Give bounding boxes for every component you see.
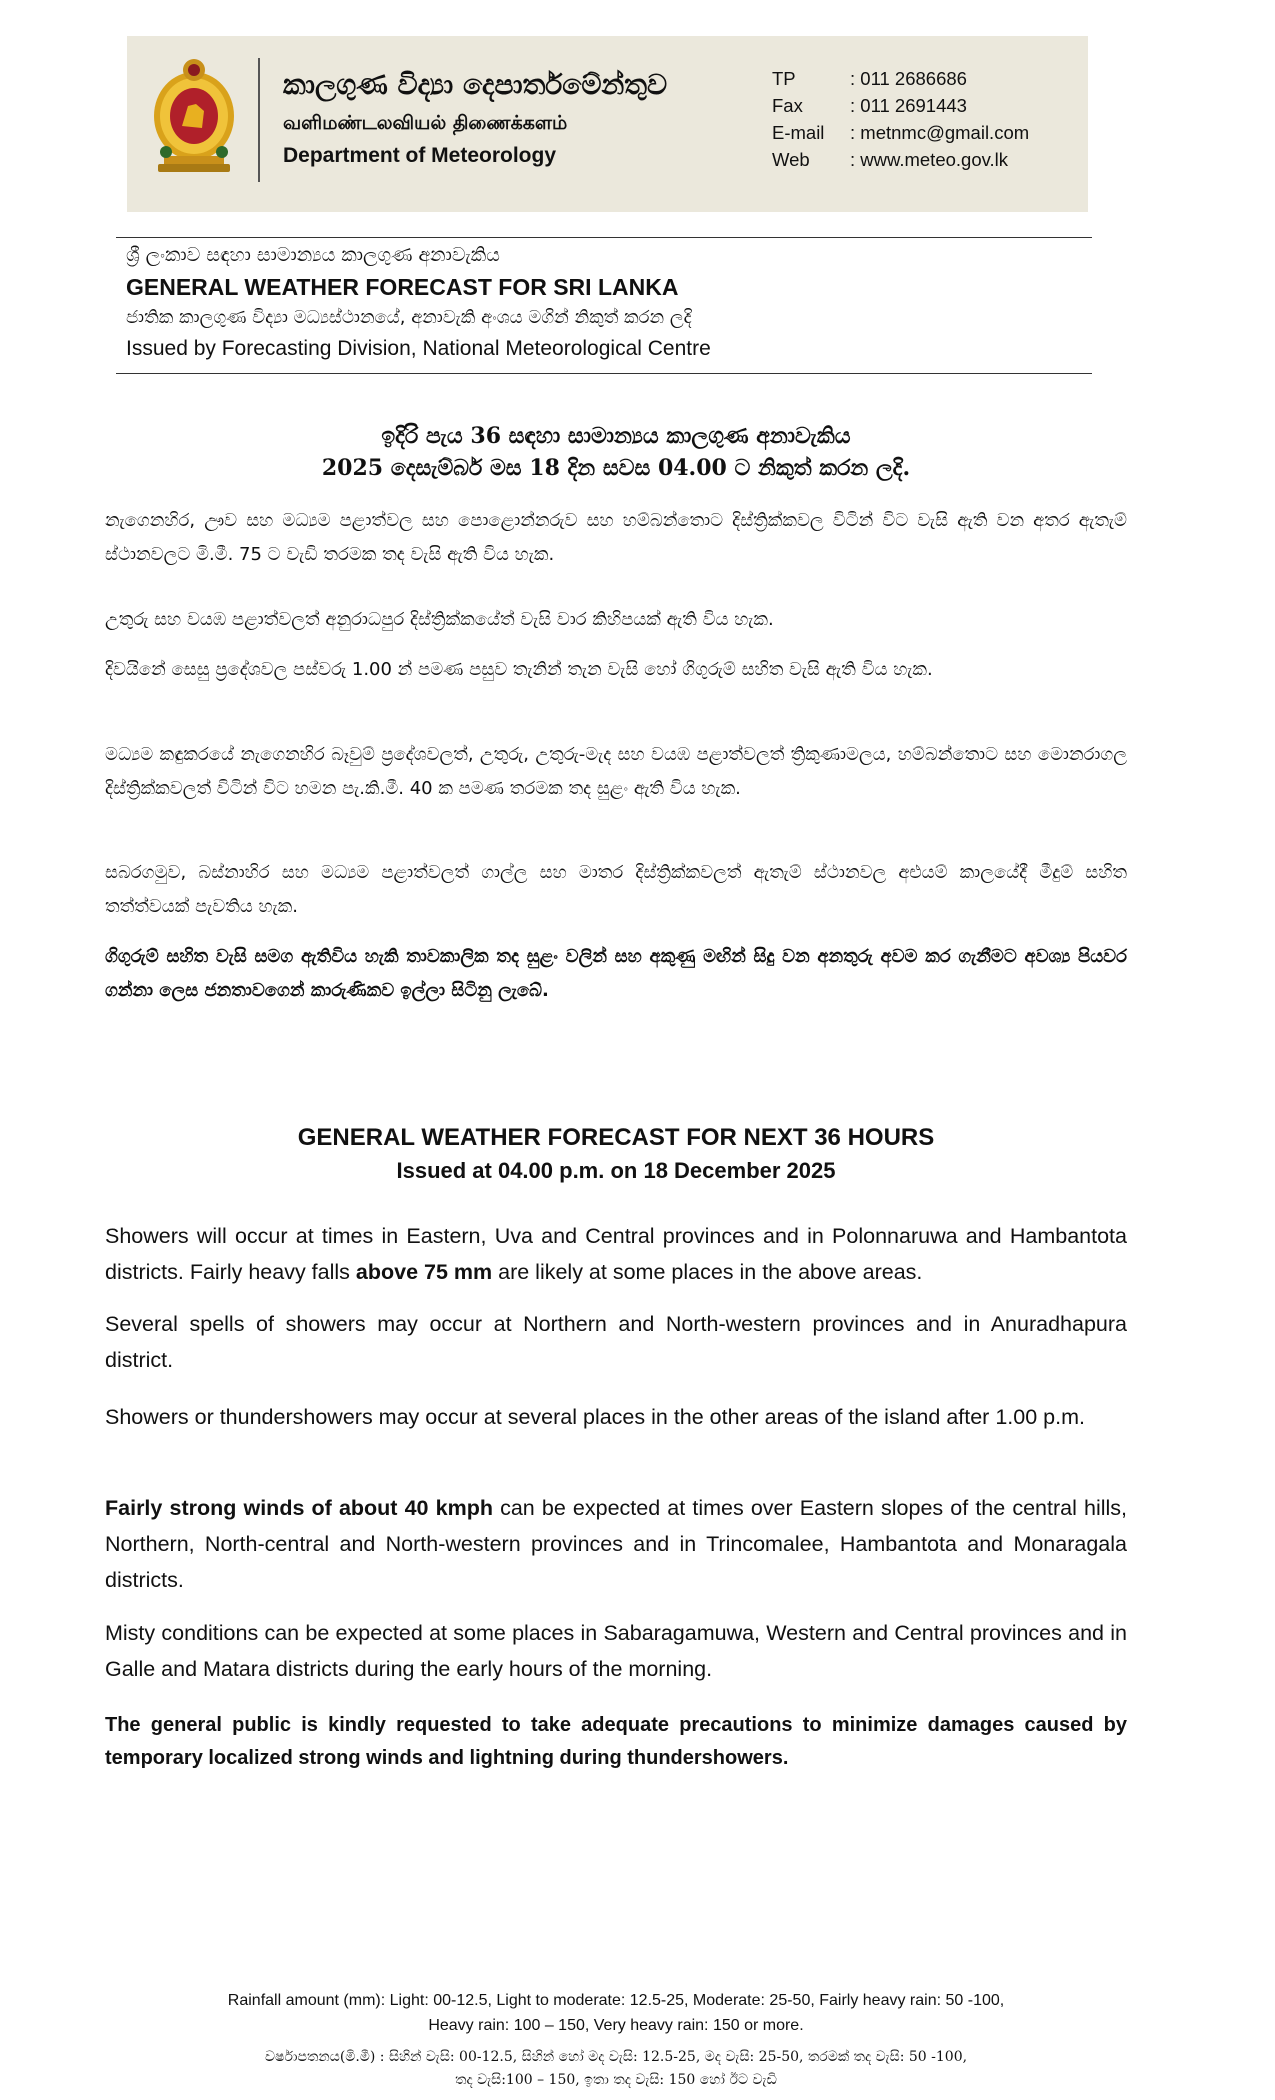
english-paragraph-thundershowers: Showers or thundershowers may occur at several places in the other areas of the island after 1.00 p.m. — [105, 1405, 1085, 1429]
contact-phone — [772, 68, 1029, 95]
issued-by-english: Issued by Forecasting Division, National Meteorological Centre — [126, 337, 711, 360]
rainfall-amount-highlight: above 75 mm — [355, 1260, 493, 1284]
wind-speed-highlight: Fairly strong winds of about 40 kmph — [105, 1496, 493, 1520]
department-name-tamil: வளிமண்டலவியல் திணைக்களம் — [283, 112, 568, 134]
legend-line: වර්ෂාපතනය(මි.මී) : සිහින් වැසි: 00-12.5, සිහින් හෝ මද වැසි: 12.5-25, මද වැසි: 25-50, තරමක් තද වැසි: 50 -100, — [264, 2049, 968, 2065]
english-issued-line: Issued at 04.00 p.m. on 18 December 2025 — [396, 1158, 836, 1183]
contact-fax — [772, 95, 1029, 122]
legend-line: Rainfall amount (mm): Light: 00-12.5, Light to moderate: 12.5-25, Moderate: 25-50, Fairly heavy rain: 50 -100, — [227, 1992, 1005, 2009]
english-paragraph-warning: The general public is kindly requested to take adequate precautions to minimize damages caused by temporary localized strong winds and lightning during thundershowers. — [105, 1714, 1127, 1769]
sinhala-issued-line: 2025 දෙසැම්බර් මස 18 දින සවස 04.00 ට නිකුත් කරන ලදි. — [321, 455, 911, 481]
title-english: GENERAL WEATHER FORECAST FOR SRI LANKA — [126, 274, 679, 300]
sinhala-paragraph-showers: උතුරු සහ වයඹ පළාත්වලත් අනුරාධපුර දිස්ත්‍රික්කයේත් වැසි වාර කිහිපයක් ඇති විය හැක. — [105, 609, 774, 630]
forecast-title-block — [116, 237, 1092, 374]
contact-value: : 011 2686686 — [850, 68, 967, 89]
issued-by-sinhala: ජාතික කාලගුණ විද්‍යා මධ්‍යස්ථානයේ, අනාවැකි අංශය මගින් නිකුත් කරන ලදි — [126, 307, 692, 328]
contact-web — [772, 149, 1029, 176]
english-paragraph-mist: Misty conditions can be expected at some places in Sabaragamuwa, Western and Central provinces and in Galle and Matara districts during the early hours of the morning. — [105, 1621, 1127, 1681]
english-paragraph-winds — [105, 1490, 1127, 1598]
contact-label: Web — [772, 149, 810, 170]
sinhala-paragraph-mist: සබරගමුව, බස්නාහිර සහ මධ්‍යම පළාත්වලත් ගාල්ල සහ මාතර දිස්ත්‍රික්කවලත් ඇතැම් ස්ථානවල අළුයම් කාලයේදී මීදුම් සහිත තත්ත්වයක් පැවතිය හැක. — [105, 862, 1127, 917]
text-run: can be expected at times over Eastern slopes of the central hills, Northern, North-central and North-western provinces and in Trincomalee, Hambantota and Monaragala districts. — [105, 1496, 1127, 1592]
sinhala-paragraph-thundershowers: දිවයිනේ සෙසු ප්‍රදේශවල පස්වරු 1.00 න් පමණ පසුව තැනින් තැන වැසි හෝ ගිගුරුම් සහිත වැසි ඇති විය හැක. — [105, 659, 933, 680]
english-forecast-heading — [105, 1121, 1127, 1187]
english-paragraph-rain — [105, 1218, 1127, 1290]
header-divider — [258, 58, 260, 182]
legend-line: තද වැසි:100 – 150, ඉතා තද වැසි: 150 හෝ ඊට වැඩි — [455, 2072, 777, 2088]
english-paragraph-showers: Several spells of showers may occur at Northern and North-western provinces and in Anuradhapura district. — [105, 1312, 1127, 1372]
sinhala-paragraph-winds: මධ්‍යම කඳුකරයේ නැගෙනහිර බෑවුම් ප්‍රදේශවලත්, උතුරු, උතුරු-මැද සහ වයඹ පළාත්වලත් ත්‍රිකුණාමලය, හම්බන්තොට සහ මොනරාගල දිස්ත්‍රික්කවලත් විටින් විට හමන පැ.කි.මී. 40 ක පමණ තරමක තද සුළං ඇති විය හැක. — [105, 744, 1127, 799]
contact-label: E-mail — [772, 122, 825, 143]
department-name-english: Department of Meteorology — [283, 144, 557, 167]
text-run: Showers will occur at times in Eastern, Uva and Central provinces and in Polonnaruwa and Hambantota districts. Fairly heavy falls — [105, 1224, 1127, 1284]
text-run: are likely at some places in the above areas. — [492, 1260, 923, 1284]
contact-details — [772, 68, 1029, 176]
sinhala-forecast-heading — [105, 420, 1127, 484]
english-heading: GENERAL WEATHER FORECAST FOR NEXT 36 HOURS — [297, 1124, 935, 1151]
national-emblem-icon — [152, 56, 236, 180]
contact-value: : www.meteo.gov.lk — [850, 149, 1008, 170]
sinhala-paragraph-warning: ගිගුරුම් සහිත වැසි සමග ඇතිවිය හැකි තාවකාලික තද සුළං වලින් සහ අකුණු මඟින් සිදු වන අනතුරු අවම කර ගැනීමට අවශ්‍ය පියවර ගන්නා ලෙස ජනතාවගෙන් කාරුණිකව ඉල්ලා සිටිනු ලැබේ. — [105, 946, 1127, 1001]
contact-email — [772, 122, 1029, 149]
contact-label: Fax — [772, 95, 803, 116]
contact-value: : metnmc@gmail.com — [850, 122, 1030, 143]
legend-line: Heavy rain: 100 – 150, Very heavy rain: 150 or more. — [428, 2017, 804, 2034]
sinhala-paragraph-rain: නැගෙනහිර, ඌව සහ මධ්‍යම පළාත්වල සහ පොළොන්නරුව සහ හම්බන්තොට දිස්ත්‍රික්කවල විටින් විට වැසි ඇති වන අතර ඇතැම් ස්ථානවලට මි.මී. 75 ට වැඩි තරමක තද වැසි ඇති විය හැක. — [105, 510, 1127, 565]
department-name-sinhala: කාලගුණ විද්‍යා දෙපාර්තමේන්තුව — [283, 68, 668, 101]
contact-value: : 011 2691443 — [850, 95, 967, 116]
rainfall-legend-english — [105, 1988, 1127, 2038]
sinhala-heading-line: ඉදිරි පැය 36 සඳහා සාමාන්‍යය කාලගුණ අනාවැකිය — [381, 423, 851, 449]
contact-label: TP — [772, 68, 796, 89]
title-sinhala: ශ්‍රී ලංකාව සඳහා සාමාන්‍යය කාලගුණ අනාවැකිය — [126, 244, 500, 266]
letterhead — [127, 36, 1088, 212]
rainfall-legend-sinhala — [105, 2046, 1127, 2092]
